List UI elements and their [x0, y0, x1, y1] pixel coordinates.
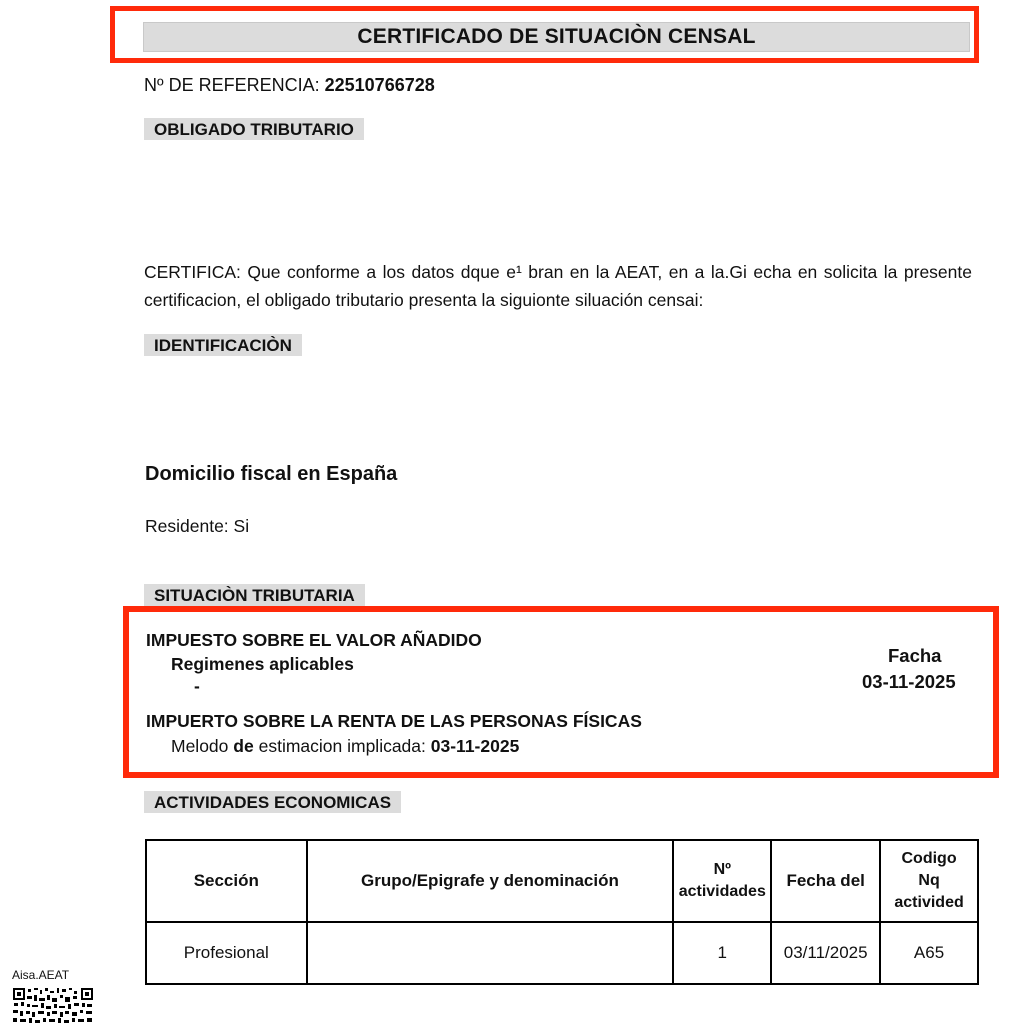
cell-num: 1: [673, 922, 771, 984]
metodo-label-1: Melodo: [171, 736, 229, 756]
irpf-title: IMPUERTO SOBRE LA RENTA DE LAS PERSONAS FÍSICAS: [146, 711, 642, 731]
metodo-label-3: estimacion implicada:: [258, 736, 426, 756]
section-actividades-economicas: ACTIVIDADES ECONOMICAS: [144, 791, 401, 813]
header-num-line1: Nº: [713, 861, 731, 878]
header-codigo-line3: activided: [894, 894, 964, 911]
fecha-label: Facha: [888, 645, 942, 666]
domicilio-heading: Domicilio fiscal en España: [145, 463, 398, 485]
metodo-label-2: de: [233, 736, 254, 756]
certifica-paragraph: CERTIFICA: Que conforme a los datos dque e¹ bran en la AEAT, en a la.Gi echa en solicita la presente certificacion, el obligado tributario presenta la siguionte siluación censai:: [144, 262, 972, 310]
document-title: CERTIFICADO DE SITUACIÒN CENSAL: [143, 22, 970, 52]
table-header-row: [146, 840, 978, 922]
residente-line: Residente: Si: [145, 516, 250, 536]
qr-code-icon: [12, 987, 94, 1024]
cell-seccion: Profesional: [146, 922, 307, 984]
cell-grupo: [307, 922, 674, 984]
header-codigo: [880, 840, 978, 922]
section-identificacion: IDENTIFICACIÒN: [144, 334, 302, 356]
activities-table: [145, 839, 979, 985]
header-seccion: Sección: [146, 840, 307, 922]
reference-number: 22510766728: [324, 75, 435, 95]
regimenes-value: -: [194, 676, 200, 696]
regimenes-label: Regimenes aplicables: [171, 654, 354, 674]
cell-fecha: 03/11/2025: [771, 922, 880, 984]
qr-label: Aisa.AEAT: [12, 968, 70, 982]
cell-codigo: A65: [880, 922, 978, 984]
header-grupo: Grupo/Epigrafe y denominación: [307, 840, 674, 922]
header-num-line2: actividades: [678, 883, 766, 900]
header-codigo-line2: Nq: [918, 872, 940, 889]
header-num-actividades: [673, 840, 771, 922]
section-situacion-tributaria: SITUACIÒN TRIBUTARIA: [144, 584, 365, 606]
metodo-value: 03-11-2025: [430, 736, 520, 756]
reference-line: [144, 75, 435, 96]
header-fecha: Fecha del: [771, 840, 880, 922]
metodo-line: [171, 736, 519, 757]
iva-title: IMPUESTO SOBRE EL VALOR AÑADIDO: [146, 630, 482, 650]
header-codigo-line1: Codigo: [901, 850, 957, 867]
reference-label: Nº DE REFERENCIA:: [144, 75, 320, 95]
fecha-value: 03-11-2025: [862, 671, 956, 692]
table-row: [146, 922, 978, 984]
section-obligado-tributario: OBLIGADO TRIBUTARIO: [144, 118, 364, 140]
